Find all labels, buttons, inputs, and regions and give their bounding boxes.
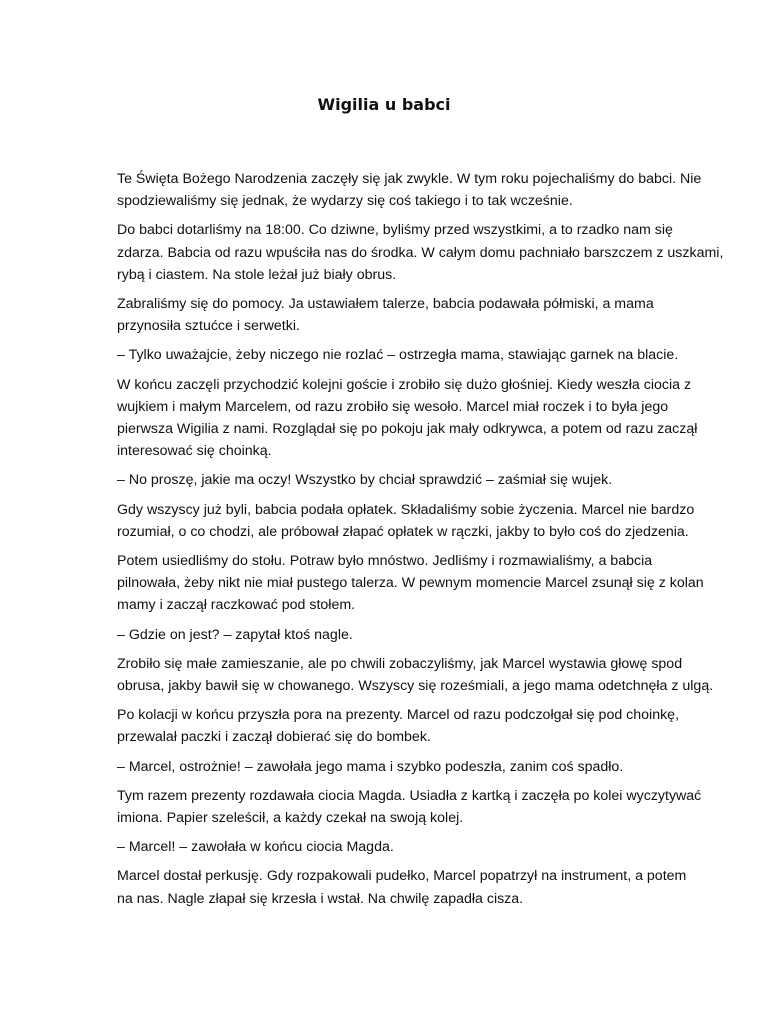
paragraph-line: W końcu zaczęli przychodzić kolejni goście i zrobiło się dużo głośniej. Kiedy weszła ciocia z bbox=[117, 376, 692, 393]
paragraph-line: – Tylko uważajcie, żeby niczego nie rozlać – ostrzegła mama, stawiając garnek na blacie. bbox=[117, 347, 679, 364]
paragraph-line: wujkiem i małym Marcelem, od razu zrobiło się wesoło. Marcel miał roczek i to była jego bbox=[117, 398, 669, 415]
paragraph bbox=[89, 785, 702, 829]
paragraph bbox=[89, 865, 687, 909]
paragraph-line: pierwsza Wigilia z nami. Rozglądał się po pokoju jak mały odkrywca, a potem od razu zaczął bbox=[117, 421, 698, 438]
paragraph-line: – Marcel, ostrożnie! – zawołała jego mama i szybko podeszła, zanim coś spadło. bbox=[117, 758, 624, 775]
paragraph bbox=[89, 469, 684, 491]
paragraph-line: – Gdzie on jest? – zapytał ktoś nagle. bbox=[117, 626, 353, 643]
paragraph-line: Tym razem prezenty rozdawała ciocia Magda. Usiadła z kartką i zaczęła po kolei wyczytywać bbox=[117, 787, 702, 804]
paragraph-line: Gdy wszyscy już byli, babcia podała opłatek. Składaliśmy sobie życzenia. Marcel nie bardzo bbox=[117, 501, 695, 518]
paragraph-line: Marcel dostał perkusję. Gdy rozpakowali pudełko, Marcel popatrzył na instrument, a potem bbox=[117, 868, 687, 885]
paragraph-line: spodziewaliśmy się jednak, że wydarzy się coś takiego i to tak wcześnie. bbox=[117, 193, 573, 210]
paragraph-line: przynosiła sztućce i serwetki. bbox=[117, 318, 300, 335]
paragraph-line: imiona. Papier szeleścił, a każdy czekał na swoją kolej. bbox=[117, 810, 464, 827]
paragraph-line: zdarza. Babcia od razu wpuściła nas do środka. W całym domu pachniało barszczem z uszkami, bbox=[117, 244, 724, 261]
paragraph-line: rozumiał, o co chodzi, ale próbował złapać opłatek w rączki, jakby to było coś do zjedzenia. bbox=[117, 523, 689, 540]
paragraph-line: Zabraliśmy się do pomocy. Ja ustawiałem talerze, babcia podawała półmiski, a mama bbox=[117, 296, 654, 313]
paragraph bbox=[89, 624, 684, 646]
paragraph bbox=[89, 344, 684, 366]
paragraph-line: Potem usiedliśmy do stołu. Potraw było mnóstwo. Jedliśmy i rozmawialiśmy, a babcia bbox=[117, 553, 653, 570]
paragraph-line: – Marcel! – zawołała w końcu ciocia Magda. bbox=[117, 839, 394, 856]
document-body bbox=[89, 168, 724, 917]
paragraph-line: na nas. Nagle złapał się krzesła i wstał. Na chwilę zapadła cisza. bbox=[117, 890, 524, 907]
paragraph bbox=[89, 168, 702, 212]
paragraph bbox=[89, 704, 684, 748]
paragraph-line: mamy i zaczął raczkować pod stołem. bbox=[117, 597, 356, 614]
paragraph bbox=[89, 836, 684, 858]
paragraph-line: Zrobiło się małe zamieszanie, ale po chwili zobaczyliśmy, jak Marcel wystawia głowę spod bbox=[117, 655, 683, 672]
paragraph-line: Te Święta Bożego Narodzenia zaczęły się jak zwykle. W tym roku pojechaliśmy do babci. Nie bbox=[117, 171, 702, 187]
paragraph bbox=[89, 653, 714, 697]
paragraph-line: rybą i ciastem. Na stole leżał już biały obrus. bbox=[117, 266, 397, 283]
paragraph-line: – No proszę, jakie ma oczy! Wszystko by chciał sprawdzić – zaśmiał się wujek. bbox=[117, 472, 613, 489]
document-title: Wigilia u babci bbox=[317, 95, 451, 114]
paragraph bbox=[89, 499, 695, 543]
paragraph-line: Do babci dotarliśmy na 18:00. Co dziwne, byliśmy przed wszystkimi, a to rzadko nam się bbox=[117, 222, 673, 239]
paragraph bbox=[89, 219, 724, 286]
paragraph bbox=[89, 550, 704, 617]
paragraph-line: obrusa, jakby bawił się w chowanego. Wszyscy się roześmiali, a jego mama odetchnęła z ulgą. bbox=[117, 678, 714, 695]
paragraph-line: pilnowała, żeby nikt nie miał pustego talerza. W pewnym momencie Marcel zsunął się z kolan bbox=[117, 575, 704, 592]
paragraph bbox=[89, 293, 684, 337]
paragraph-line: interesować się choinką. bbox=[117, 443, 272, 460]
paragraph bbox=[89, 374, 698, 463]
paragraph-line: Po kolacji w końcu przyszła pora na prezenty. Marcel od razu podczołgał się pod choinkę, bbox=[117, 707, 680, 724]
paragraph-line: przewalał paczki i zaczął dobierać się do bombek. bbox=[117, 729, 431, 746]
paragraph bbox=[89, 756, 684, 778]
